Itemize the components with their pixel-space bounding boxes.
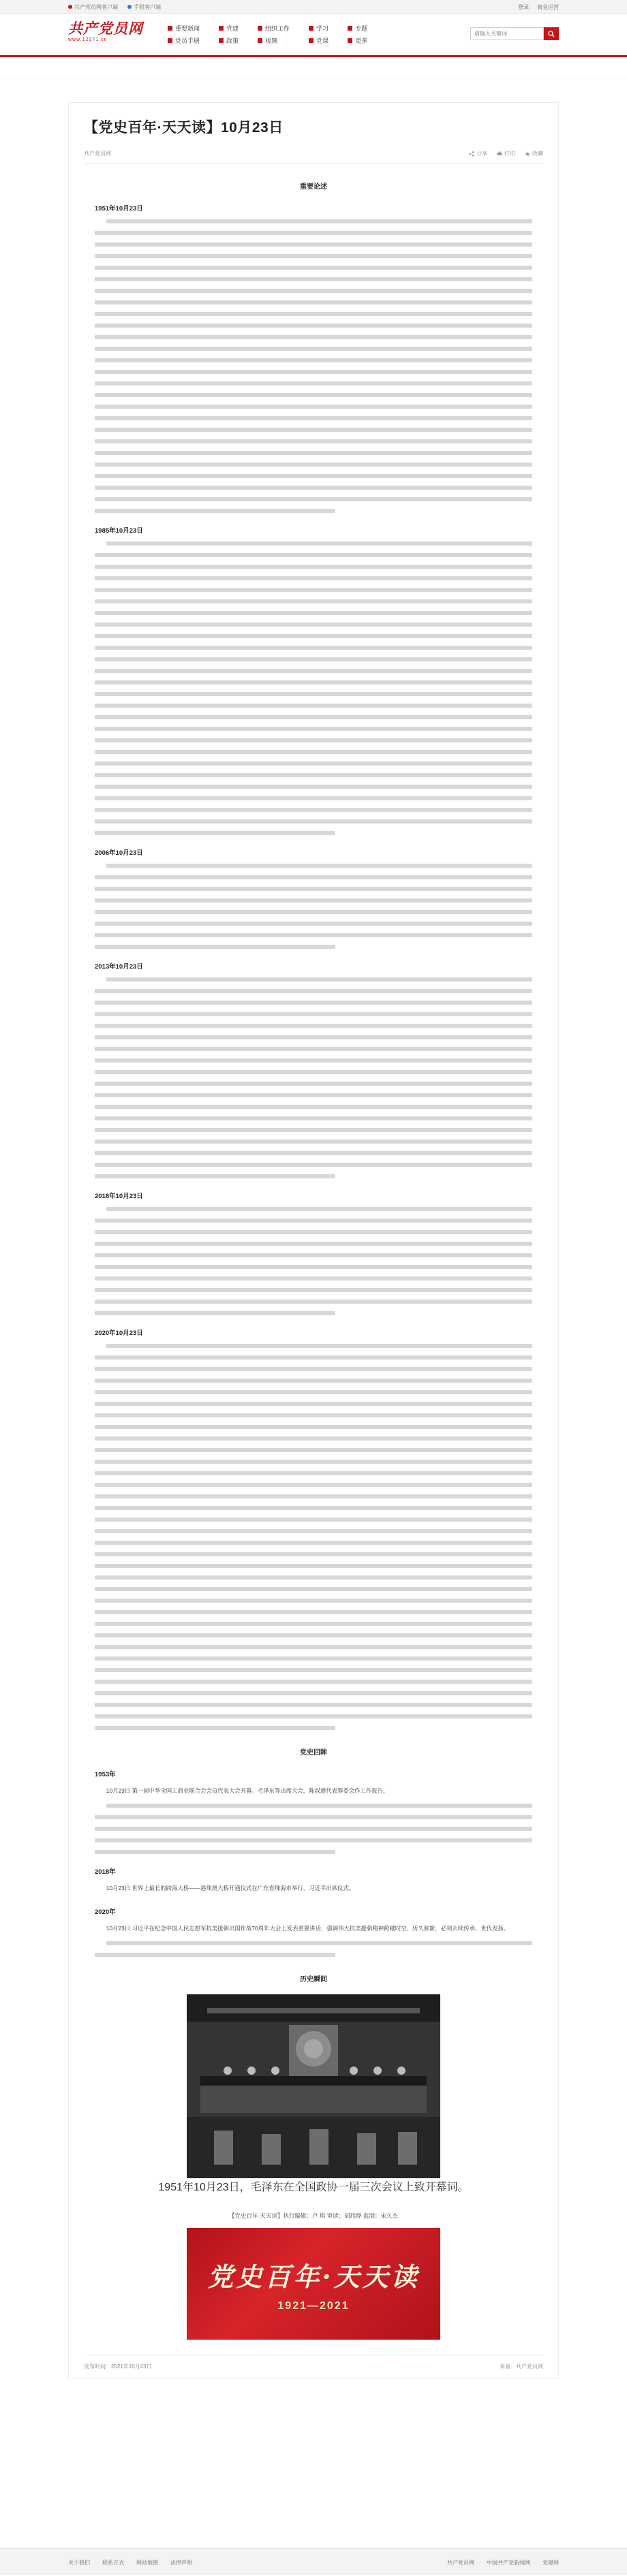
date-heading: 1985年10月23日	[95, 527, 143, 535]
text-line	[95, 1850, 335, 1854]
text-line	[95, 1276, 532, 1281]
text-line	[95, 1471, 532, 1475]
text-line	[95, 727, 532, 731]
text-line	[95, 1726, 335, 1730]
text-line	[95, 1645, 532, 1649]
text-line	[95, 738, 532, 742]
text-line	[95, 300, 532, 304]
nav-item[interactable]: 更多	[348, 36, 367, 46]
text-block	[95, 864, 532, 949]
text-line	[95, 1599, 532, 1603]
text-line	[95, 474, 532, 478]
logo-text: 共产党员网	[68, 19, 143, 37]
text-block	[95, 1941, 532, 1957]
text-line	[95, 1506, 532, 1510]
text-line	[95, 1311, 335, 1315]
text-line	[95, 1163, 532, 1167]
footer-link[interactable]: 党建网	[542, 2559, 559, 2566]
search-input[interactable]	[470, 27, 544, 40]
article-title: 【党史百年·天天读】10月23日	[84, 120, 284, 136]
text-line	[95, 1288, 532, 1292]
star-icon	[525, 151, 530, 157]
text-line	[106, 1344, 532, 1348]
date-heading: 2018年	[95, 1868, 116, 1876]
top-link-login[interactable]: 登录	[518, 3, 529, 10]
nav-item[interactable]: 专题	[348, 24, 367, 33]
text-line	[95, 1379, 532, 1383]
nav-item[interactable]: 党建	[219, 24, 239, 33]
text-line	[95, 1448, 532, 1452]
text-line	[95, 439, 532, 443]
text-line	[95, 1219, 532, 1223]
text-line	[95, 1093, 532, 1097]
text-line	[95, 715, 532, 719]
text-line	[95, 1355, 532, 1360]
text-line	[95, 1552, 532, 1556]
text-line	[95, 646, 532, 650]
text-line	[95, 497, 532, 501]
text-line	[95, 1140, 532, 1144]
text-line	[95, 750, 532, 754]
text-line	[95, 1058, 532, 1063]
nav-icon	[219, 38, 224, 43]
nav-item[interactable]: 组织工作	[258, 24, 290, 33]
text-line	[106, 1207, 532, 1211]
text-line	[95, 1265, 532, 1269]
nav-icon	[219, 26, 224, 31]
site-footer	[0, 2548, 627, 2575]
text-line	[95, 1815, 532, 1819]
text-line	[106, 541, 532, 546]
top-bar	[0, 0, 627, 14]
mobile-icon	[127, 5, 132, 9]
text-line	[95, 785, 532, 789]
text-line	[95, 1633, 532, 1637]
text-line	[95, 1436, 532, 1441]
nav-item[interactable]: 政策	[219, 36, 239, 46]
text-line	[95, 657, 532, 661]
top-link-web[interactable]: 商业运营	[537, 3, 559, 10]
top-link-mobile[interactable]: 手机客户端	[127, 3, 161, 11]
text-line	[95, 634, 532, 638]
article-body	[69, 180, 558, 2340]
text-line	[95, 1529, 532, 1533]
text-line	[95, 1367, 532, 1371]
text-line	[95, 1622, 532, 1626]
text-line	[95, 819, 532, 823]
text-line	[95, 692, 532, 696]
photo-block	[95, 1994, 532, 2194]
text-line	[95, 277, 532, 281]
text-line	[95, 1390, 532, 1394]
column-banner	[187, 2228, 440, 2340]
article-footer	[84, 2355, 543, 2378]
nav-icon	[348, 38, 352, 43]
text-line	[95, 1518, 532, 1522]
text-line	[95, 1703, 532, 1707]
text-line	[95, 335, 532, 339]
favorite-button[interactable]: 收藏	[525, 150, 543, 157]
text-line	[95, 1151, 532, 1155]
date-heading: 2013年10月23日	[95, 963, 143, 971]
date-heading: 2020年10月23日	[95, 1330, 143, 1337]
nav-icon	[168, 26, 172, 31]
nav-icon	[309, 38, 314, 43]
text-line	[95, 242, 532, 247]
text-line	[95, 1070, 532, 1074]
text-line	[95, 405, 532, 409]
text-line	[95, 623, 532, 627]
text-line	[95, 1413, 532, 1417]
photo-scene	[187, 1994, 440, 2178]
nav-icon	[168, 38, 172, 43]
text-line	[106, 1941, 532, 1945]
historical-photo	[187, 1994, 440, 2178]
top-link-client[interactable]: 共产党员网客户端	[68, 3, 118, 11]
text-line	[95, 1242, 532, 1246]
text-line	[95, 1024, 532, 1028]
text-line	[95, 898, 532, 902]
text-line	[95, 553, 532, 557]
text-line	[95, 989, 532, 993]
text-line	[95, 358, 532, 362]
date-heading: 2020年	[95, 1909, 116, 1916]
print-button[interactable]: 打印	[497, 150, 515, 157]
text-block	[95, 977, 532, 1178]
text-line	[95, 1001, 532, 1005]
footer-link[interactable]: 联系方式	[102, 2559, 124, 2566]
nav-item[interactable]: 党课	[309, 36, 328, 46]
text-line	[95, 381, 532, 386]
text-line	[95, 1827, 532, 1831]
text-line	[95, 576, 532, 580]
text-block	[95, 541, 532, 835]
text-line	[95, 933, 532, 937]
text-line	[106, 219, 532, 223]
footer-link[interactable]: 法律声明	[170, 2559, 192, 2566]
article-source-foot: 来源：共产党员网	[500, 2363, 543, 2370]
text-line	[95, 428, 532, 432]
footer-link[interactable]: 关于我们	[68, 2559, 90, 2566]
event-paragraph: 10月23日 习近平在纪念中国人民志愿军抗美援朝出国作战70周年大会上发表重要讲话，强调伟大抗美援朝精神跨越时空、历久弥新，必须永续传承、世代发扬。	[106, 1925, 510, 1932]
text-line	[95, 509, 335, 513]
text-line	[95, 887, 532, 891]
event-paragraph: 10月23日 第一届中华全国工商业联合会会员代表大会开幕。毛泽东等出席大会，陈叔通代表筹委会作工作报告。	[106, 1787, 389, 1794]
section-title-important: 重要论述	[300, 183, 327, 191]
text-line	[95, 462, 532, 467]
text-line	[95, 1714, 532, 1718]
text-line	[95, 761, 532, 766]
text-line	[95, 1460, 532, 1464]
text-line	[95, 875, 532, 879]
text-line	[95, 370, 532, 374]
text-line	[95, 1402, 532, 1406]
text-line	[95, 451, 532, 455]
text-line	[95, 312, 532, 316]
text-line	[95, 945, 335, 949]
publish-time: 发布时间：2021年10月23日	[84, 2363, 152, 2370]
nav-icon	[258, 26, 262, 31]
text-line	[95, 231, 532, 235]
text-line	[95, 680, 532, 685]
event-paragraph: 10月23日 世界上最长的跨海大桥——港珠澳大桥开通仪式在广东省珠海市举行，习近平出席仪式。	[106, 1885, 355, 1891]
text-line	[95, 1494, 532, 1498]
text-line	[95, 416, 532, 420]
text-line	[95, 565, 532, 569]
text-line	[95, 1838, 532, 1842]
footer-link[interactable]: 网站地图	[136, 2559, 158, 2566]
text-block	[95, 1804, 532, 1854]
text-line	[95, 1253, 532, 1257]
text-line	[95, 1116, 532, 1120]
nav-icon	[309, 26, 314, 31]
text-line	[95, 1541, 532, 1545]
text-line	[95, 1668, 532, 1672]
text-line	[95, 266, 532, 270]
nav-item[interactable]: 学习	[309, 24, 328, 33]
text-line	[95, 347, 532, 351]
text-line	[95, 611, 532, 615]
text-line	[106, 977, 532, 981]
text-line	[95, 1012, 532, 1016]
search-box	[470, 27, 559, 40]
footer-link[interactable]: 共产党员网	[447, 2559, 474, 2566]
text-block	[95, 1207, 532, 1315]
text-line	[95, 588, 532, 592]
banner-years: 1921—2021	[277, 2299, 350, 2312]
photo-caption: 1951年10月23日，毛泽东在全国政协一届三次会议上致开幕词。	[158, 2182, 469, 2193]
text-line	[95, 1230, 532, 1234]
site-logo[interactable]	[68, 20, 150, 50]
text-line	[95, 599, 532, 603]
main-nav	[168, 24, 367, 46]
text-line	[95, 922, 532, 926]
nav-item[interactable]: 党员手册	[168, 36, 200, 46]
search-icon	[548, 31, 555, 37]
date-heading: 2018年10月23日	[95, 1193, 143, 1200]
text-line	[95, 289, 532, 293]
text-line	[95, 1564, 532, 1568]
share-icon	[469, 151, 474, 157]
text-line	[95, 1953, 335, 1957]
nav-item[interactable]: 重要新闻	[168, 24, 200, 33]
text-line	[95, 1047, 532, 1051]
date-heading: 1953年	[95, 1771, 116, 1778]
text-line	[95, 1128, 532, 1132]
article-card	[68, 102, 559, 2378]
text-line	[95, 1680, 532, 1684]
text-line	[95, 1610, 532, 1614]
nav-icon	[348, 26, 352, 31]
text-line	[95, 910, 532, 914]
text-line	[95, 1575, 532, 1580]
text-block	[95, 1344, 532, 1730]
editor-credits: 【党史百年·天天读】执行编辑：卢 琪 审读：胡玮烨 监制：宋久杰	[229, 2212, 398, 2219]
nav-item[interactable]: 视频	[258, 36, 290, 46]
share-button[interactable]: 分享	[469, 150, 487, 157]
section-title-photo: 历史瞬间	[300, 1976, 327, 1983]
text-line	[95, 1656, 532, 1661]
text-line	[95, 796, 532, 800]
text-line	[95, 704, 532, 708]
print-icon	[497, 151, 502, 157]
text-line	[95, 1035, 532, 1039]
text-line	[95, 1174, 335, 1178]
text-block	[95, 219, 532, 513]
site-header	[0, 14, 627, 57]
phone-icon	[68, 5, 72, 9]
text-line	[106, 1804, 532, 1808]
text-line	[95, 1691, 532, 1695]
text-line	[95, 254, 532, 258]
text-line	[95, 669, 532, 673]
nav-icon	[258, 38, 262, 43]
article-meta	[84, 144, 543, 164]
footer-link[interactable]: 中国共产党新闻网	[487, 2559, 530, 2566]
text-line	[95, 393, 532, 397]
text-line	[95, 1105, 532, 1109]
text-line	[95, 486, 532, 490]
text-line	[95, 1425, 532, 1429]
logo-url: www.12371.cn	[68, 37, 108, 42]
date-heading: 2006年10月23日	[95, 849, 143, 857]
text-line	[106, 864, 532, 868]
text-line	[95, 808, 532, 812]
search-button[interactable]	[544, 27, 559, 40]
text-line	[95, 831, 335, 835]
section-title-events: 党史回眸	[300, 1749, 327, 1757]
date-heading: 1951年10月23日	[95, 205, 143, 213]
text-line	[95, 324, 532, 328]
text-line	[95, 773, 532, 777]
text-line	[95, 1483, 532, 1487]
banner-title: 党史百年·天天读	[207, 2261, 420, 2292]
text-line	[95, 1300, 532, 1304]
text-line	[95, 1082, 532, 1086]
text-line	[95, 1587, 532, 1591]
article-source: 共产党员网	[84, 151, 111, 157]
